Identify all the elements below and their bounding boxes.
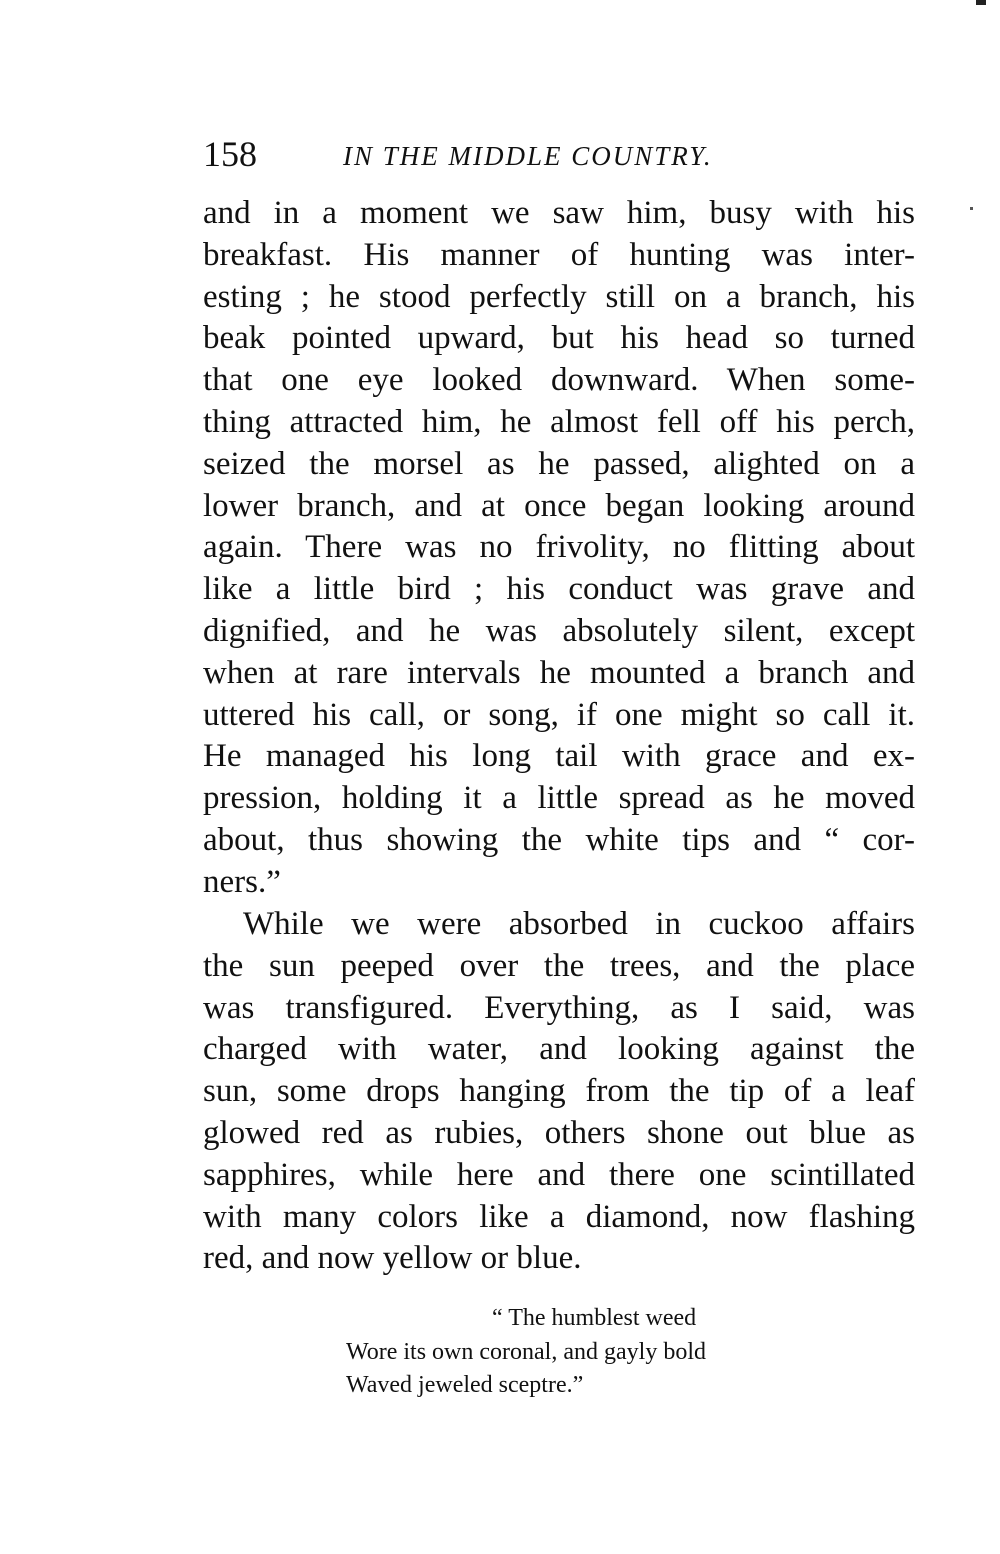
text-line: sapphires, while here and there one scintillated: [203, 1156, 915, 1193]
text-line: breakfast. His manner of hunting was inter-: [203, 236, 915, 273]
text-line: glowed red as rubies, others shone out blue as: [203, 1114, 915, 1151]
text-line: charged with water, and looking against the: [203, 1031, 915, 1068]
text-line: the sun peeped over the trees, and the place: [203, 947, 915, 984]
page-number: 158: [203, 134, 257, 174]
text-line: sun, some drops hanging from the tip of a leaf: [203, 1073, 915, 1110]
scan-mark: [976, 0, 986, 5]
text-line: ners.”: [203, 863, 281, 900]
text-line: uttered his call, or song, if one might so call it.: [203, 696, 915, 733]
verse-quotation: [346, 1302, 706, 1403]
paragraph-2: [203, 904, 915, 1280]
text-line: While we were absorbed in cuckoo affairs: [243, 906, 915, 942]
text-line: lower branch, and at once began looking around: [203, 487, 915, 524]
quote-line: “ The humblest weed: [492, 1305, 697, 1331]
page-header: [203, 132, 915, 176]
text-line: pression, holding it a little spread as he moved: [203, 780, 915, 817]
text-line: that one eye looked downward. When some-: [203, 362, 915, 399]
text-line: and in a moment we saw him, busy with his: [203, 195, 915, 231]
scan-speck: [970, 207, 973, 210]
text-line: like a little bird ; his conduct was grave and: [203, 571, 915, 608]
paragraph-1: [203, 193, 915, 904]
text-line: was transfigured. Everything, as I said, was: [203, 989, 915, 1026]
text-line: beak pointed upward, but his head so turned: [203, 320, 915, 357]
text-line: about, thus showing the white tips and “ cor-: [203, 821, 915, 858]
text-line: again. There was no frivolity, no flitting about: [203, 529, 915, 566]
text-line: seized the morsel as he passed, alighted on a: [203, 445, 915, 482]
text-line: when at rare intervals he mounted a branch and: [203, 654, 915, 691]
text-line: thing attracted him, he almost fell off his perch,: [203, 403, 915, 440]
text-line: red, and now yellow or blue.: [203, 1240, 582, 1277]
text-line: He managed his long tail with grace and ex-: [203, 738, 915, 775]
text-line: esting ; he stood perfectly still on a branch, his: [203, 278, 915, 315]
text-line: with many colors like a diamond, now flashing: [203, 1198, 915, 1235]
quote-line: Wore its own coronal, and gayly bold: [346, 1338, 706, 1365]
quote-line: Waved jeweled sceptre.”: [346, 1372, 584, 1398]
text-line: dignified, and he was absolutely silent, except: [203, 612, 915, 649]
running-head: IN THE MIDDLE COUNTRY.: [343, 141, 713, 171]
